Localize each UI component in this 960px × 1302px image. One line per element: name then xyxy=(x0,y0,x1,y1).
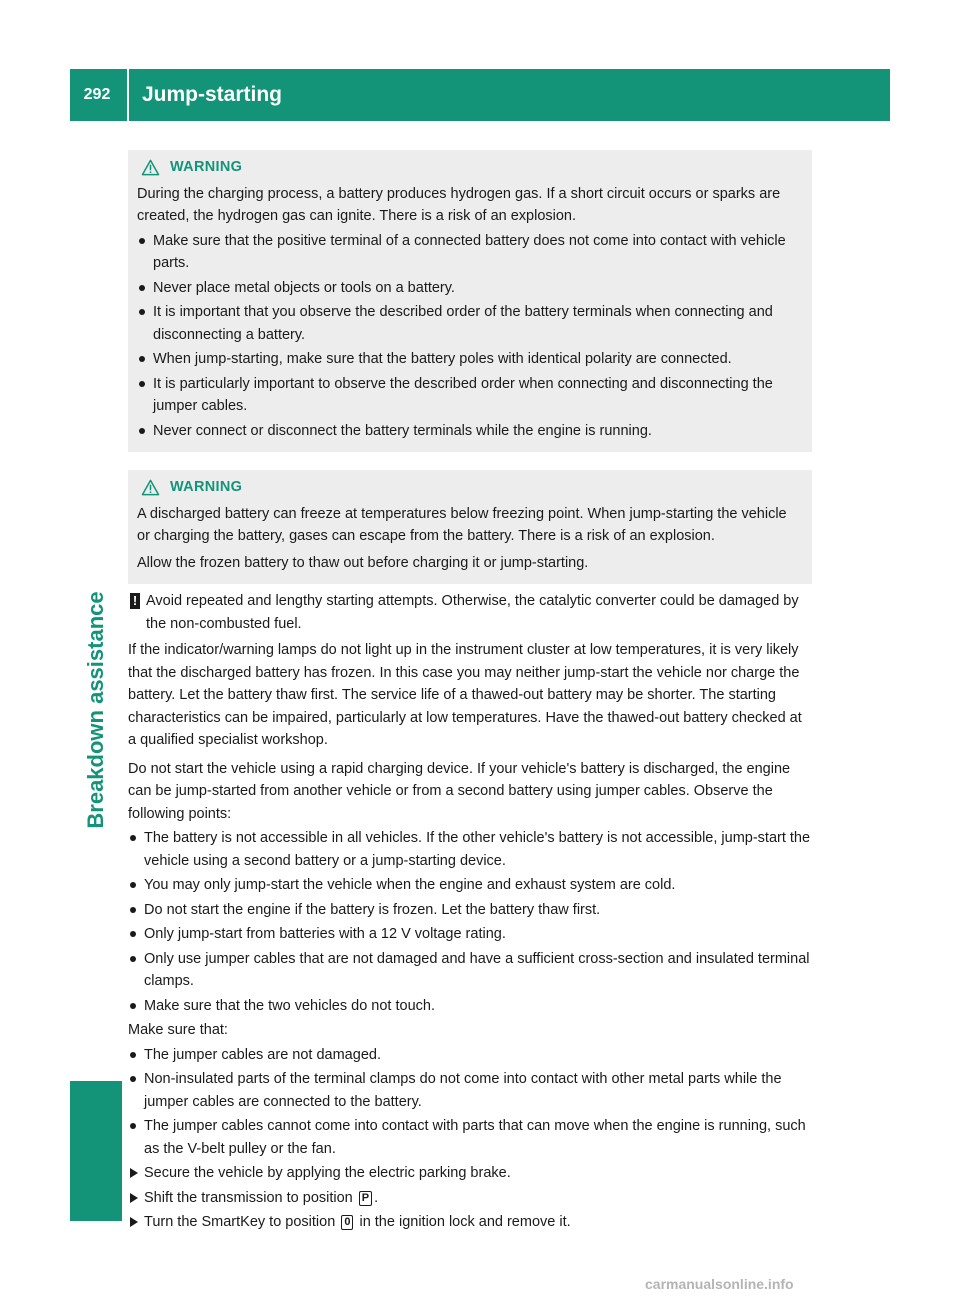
step-text-suffix: in the ignition lock and remove it. xyxy=(359,1214,571,1230)
list-item: The battery is not accessible in all vehicles. If the other vehicle's battery is not accessible, jump-start the vehicle using a second battery or a jump-starting device. xyxy=(128,827,812,872)
section-side-tab: Breakdown assistance xyxy=(83,591,108,829)
list-item: You may only jump-start the vehicle when the engine and exhaust system are cold. xyxy=(128,874,812,897)
step-text: Secure the vehicle by applying the electric parking brake. xyxy=(144,1165,511,1181)
list-item: Non-insulated parts of the terminal clamps do not come into contact with other metal parts while the jumper cables are connected to the battery. xyxy=(128,1068,812,1113)
list-item: Never place metal objects or tools on a battery. xyxy=(137,277,803,300)
warning-text: A discharged battery can freeze at temperatures below freezing point. When jump-starting the vehicle or charging the battery, gases can escape from the battery. There is a risk of an explosion. xyxy=(137,505,787,544)
paragraph-jump-start: Do not start the vehicle using a rapid charging device. If your vehicle's battery is discharged, the engine can be jump-started from another vehicle or from a second battery using jumper cables. Observe the following points: xyxy=(128,760,791,822)
warning-label: WARNING xyxy=(170,159,243,175)
step-text-suffix: . xyxy=(374,1189,379,1206)
step-item xyxy=(128,1162,812,1185)
page-content xyxy=(128,150,812,1236)
note xyxy=(128,590,812,635)
points-list xyxy=(128,827,812,1017)
list-item: Do not start the engine if the battery is frozen. Let the battery thaw first. xyxy=(128,899,812,922)
position-0-symbol: 0 xyxy=(341,1215,353,1230)
step-arrow-icon xyxy=(130,1168,138,1178)
warning-header xyxy=(137,156,803,179)
list-item: It is important that you observe the described order of the battery terminals when connecting and disconnecting a battery. xyxy=(137,301,803,346)
step-arrow-icon xyxy=(130,1217,138,1227)
list-item: Only use jumper cables that are not damaged and have a sufficient cross-section and insulated terminal clamps. xyxy=(128,948,812,993)
step-item xyxy=(128,1187,812,1210)
note-text: Avoid repeated and lengthy starting attempts. Otherwise, the catalytic converter could be damaged by the non-combusted fuel. xyxy=(146,593,799,632)
make-sure-heading: Make sure that: xyxy=(128,1022,228,1038)
header-divider xyxy=(127,69,129,121)
warning-label: WARNING xyxy=(170,479,243,495)
page-header xyxy=(70,69,890,121)
warning-intro: During the charging process, a battery produces hydrogen gas. If a short circuit occurs or sparks are created, the hydrogen gas can ignite. There is a risk of an explosion. xyxy=(137,185,781,224)
steps-list xyxy=(128,1162,812,1234)
page-title: Jump-starting xyxy=(142,83,283,106)
list-item: It is particularly important to observe the described order when connecting and disconnecting the jumper cables. xyxy=(137,373,803,418)
position-p-symbol: P xyxy=(359,1191,372,1206)
step-text: Turn the SmartKey to position xyxy=(144,1214,336,1230)
warning-triangle-icon xyxy=(141,159,160,176)
page-number: 292 xyxy=(83,86,111,103)
side-tab-marker xyxy=(70,1081,122,1221)
make-sure-list xyxy=(128,1044,812,1161)
list-item: Make sure that the positive terminal of a connected battery does not come into contact with vehicle parts. xyxy=(137,230,803,275)
step-item xyxy=(128,1211,812,1234)
exclamation-icon: ! xyxy=(130,593,140,609)
step-arrow-icon xyxy=(130,1193,138,1203)
warning-box-frozen-battery xyxy=(128,470,812,584)
warning-triangle-icon xyxy=(141,479,160,496)
list-item: Only jump-start from batteries with a 12 V voltage rating. xyxy=(128,923,812,946)
warning-box-hydrogen xyxy=(128,150,812,452)
paragraph-frozen-battery: If the indicator/warning lamps do not light up in the instrument cluster at low temperatures, it is very likely that the discharged battery has frozen. In this case you may neither jump-start the vehicle nor charge the battery. Let the battery thaw first. The service life of a thawed-out battery may be shorter. The starting characteristics can be impaired, particularly at low temperatures. Have the thawed-out battery checked at a qualified specialist workshop. xyxy=(128,642,802,748)
warning-list xyxy=(137,230,803,443)
list-item: The jumper cables cannot come into contact with parts that can move when the engine is running, such as the V-belt pulley or the fan. xyxy=(128,1115,812,1160)
list-item: Never connect or disconnect the battery terminals while the engine is running. xyxy=(137,420,803,443)
list-item: The jumper cables are not damaged. xyxy=(128,1044,812,1067)
warning-text: Allow the frozen battery to thaw out before charging it or jump-starting. xyxy=(137,554,589,571)
warning-header xyxy=(137,476,803,499)
list-item: When jump-starting, make sure that the battery poles with identical polarity are connected. xyxy=(137,348,803,371)
list-item: Make sure that the two vehicles do not touch. xyxy=(128,995,812,1018)
watermark: carmanualsonline.info xyxy=(645,1276,794,1292)
step-text: Shift the transmission to position xyxy=(144,1189,353,1206)
